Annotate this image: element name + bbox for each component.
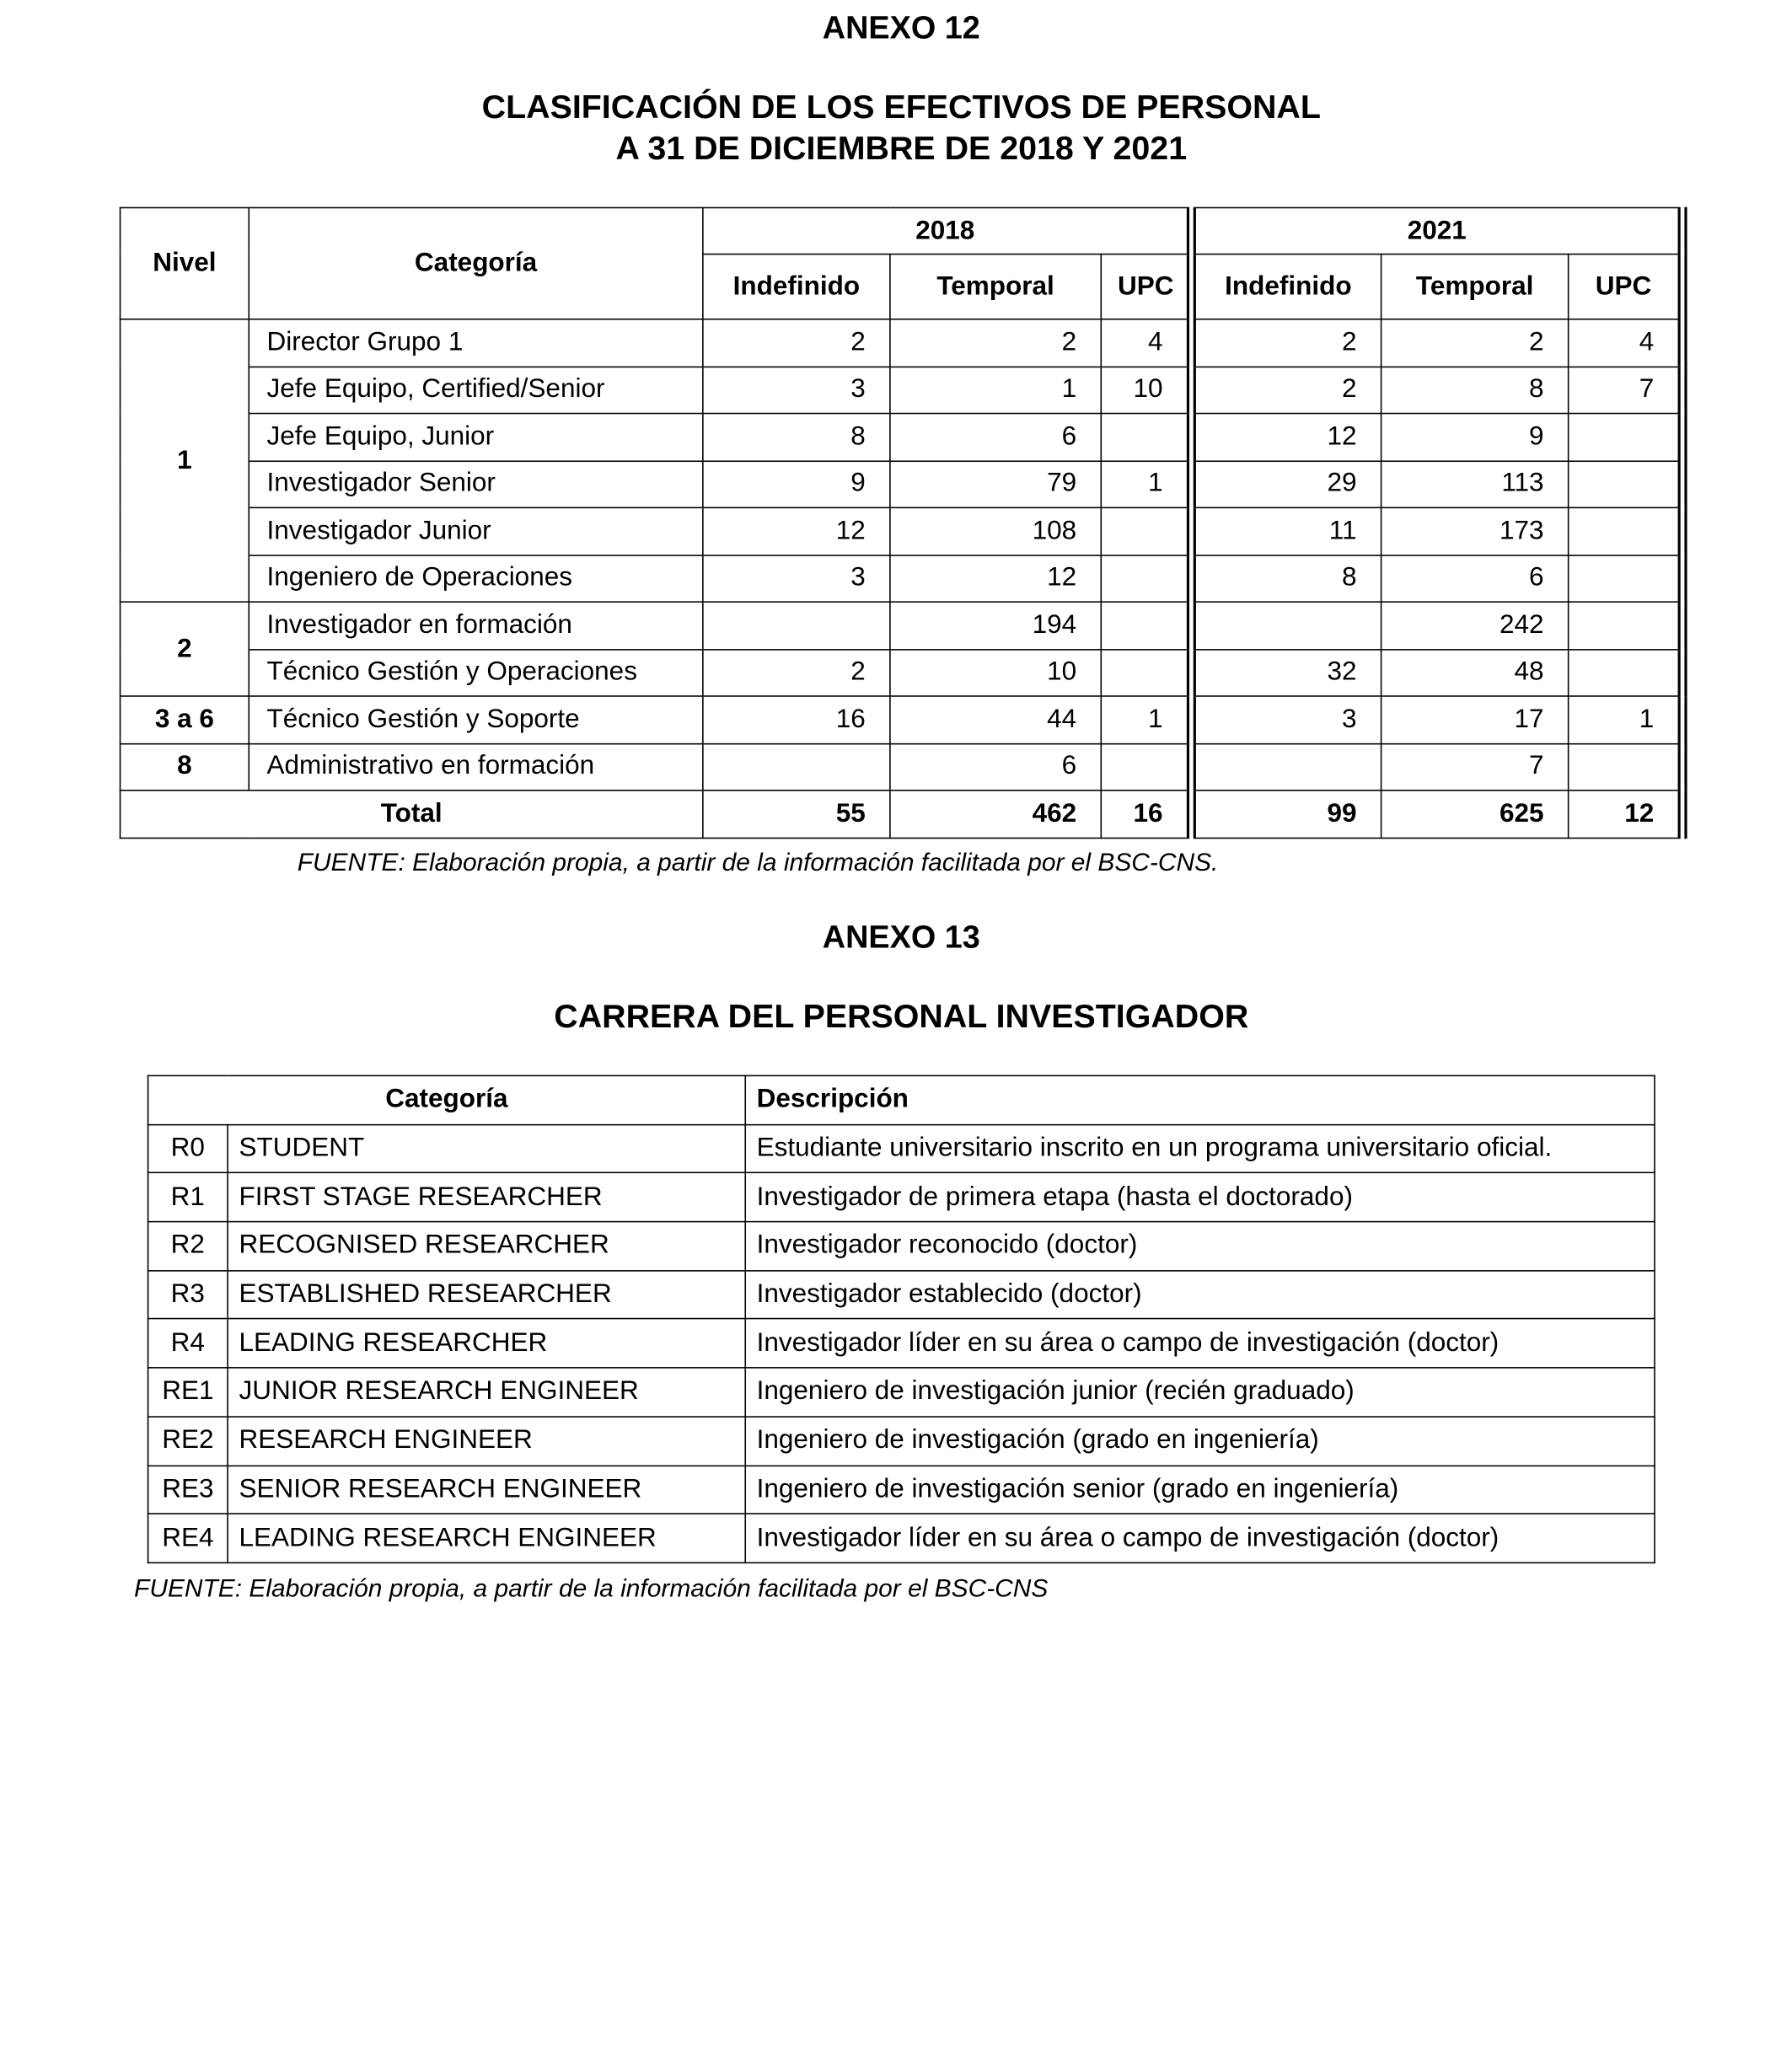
value-cell xyxy=(703,743,890,791)
code-cell: R4 xyxy=(148,1319,228,1368)
description-cell: Investigador de primera etapa (hasta el doctorado) xyxy=(745,1173,1655,1222)
value-cell xyxy=(1101,414,1191,461)
value-cell xyxy=(1569,460,1682,507)
value-cell: 3 xyxy=(703,555,890,602)
value-cell: 7 xyxy=(1569,367,1682,414)
value-cell: 12 xyxy=(1191,414,1381,461)
code-cell: R2 xyxy=(148,1222,228,1271)
table-row xyxy=(121,367,1683,414)
table-row xyxy=(121,460,1683,507)
annex13-source: FUENTE: Elaboración propia, a partir de la información facilitada por el BSC-CNS xyxy=(134,1575,1049,1604)
value-cell: 2 xyxy=(703,649,890,696)
value-cell: 2 xyxy=(703,319,890,367)
value-cell xyxy=(1191,743,1381,791)
header-upc-2018: UPC xyxy=(1101,255,1191,319)
categoria-cell: Jefe Equipo, Certified/Senior xyxy=(249,367,703,414)
value-cell: 242 xyxy=(1382,602,1569,649)
description-cell: Estudiante universitario inscrito en un programa universitario oficial. xyxy=(745,1124,1655,1173)
category-name-cell: STUDENT xyxy=(228,1124,745,1173)
table-row xyxy=(148,1173,1655,1222)
table-row xyxy=(148,1368,1655,1417)
value-cell: 48 xyxy=(1382,649,1569,696)
total-value-cell: 12 xyxy=(1569,791,1682,838)
value-cell xyxy=(1569,555,1682,602)
description-cell: Investigador líder en su área o campo de investigación (doctor) xyxy=(745,1319,1655,1368)
table-row xyxy=(121,507,1683,555)
value-cell: 6 xyxy=(1382,555,1569,602)
category-name-cell: RESEARCH ENGINEER xyxy=(228,1417,745,1466)
value-cell: 11 xyxy=(1191,507,1381,555)
value-cell xyxy=(1569,507,1682,555)
categoria-cell: Investigador Senior xyxy=(249,460,703,507)
annex12-title-line1: CLASIFICACIÓN DE LOS EFECTIVOS DE PERSONAL xyxy=(481,88,1321,126)
value-cell: 1 xyxy=(1101,460,1191,507)
description-cell: Ingeniero de investigación junior (recién graduado) xyxy=(745,1368,1655,1417)
value-cell xyxy=(1569,649,1682,696)
total-value-cell: 462 xyxy=(890,791,1101,838)
value-cell xyxy=(1569,743,1682,791)
table-row xyxy=(121,414,1683,461)
value-cell: 32 xyxy=(1191,649,1381,696)
value-cell: 4 xyxy=(1101,319,1191,367)
value-cell: 4 xyxy=(1569,319,1682,367)
table-row xyxy=(148,1124,1655,1173)
value-cell xyxy=(1101,602,1191,649)
value-cell: 12 xyxy=(703,507,890,555)
categoria-cell: Técnico Gestión y Soporte xyxy=(249,696,703,743)
table-row xyxy=(121,319,1683,367)
value-cell: 16 xyxy=(703,696,890,743)
total-value-cell: 99 xyxy=(1191,791,1381,838)
value-cell: 10 xyxy=(890,649,1101,696)
nivel-cell: 2 xyxy=(121,602,249,696)
description-cell: Ingeniero de investigación (grado en ingeniería) xyxy=(745,1417,1655,1466)
value-cell: 8 xyxy=(1191,555,1381,602)
value-cell: 2 xyxy=(890,319,1101,367)
categoria-cell: Investigador en formación xyxy=(249,602,703,649)
total-label: Total xyxy=(121,791,703,838)
header-descripcion: Descripción xyxy=(745,1075,1655,1124)
value-cell: 79 xyxy=(890,460,1101,507)
description-cell: Investigador líder en su área o campo de investigación (doctor) xyxy=(745,1514,1655,1562)
header-temporal-2021: Temporal xyxy=(1382,255,1569,319)
value-cell: 12 xyxy=(890,555,1101,602)
code-cell: RE3 xyxy=(148,1466,228,1514)
value-cell xyxy=(1101,555,1191,602)
value-cell: 17 xyxy=(1382,696,1569,743)
annex12-title-line2: A 31 DE DICIEMBRE DE 2018 Y 2021 xyxy=(615,130,1188,168)
value-cell xyxy=(1191,602,1381,649)
value-cell: 108 xyxy=(890,507,1101,555)
value-cell: 8 xyxy=(1382,367,1569,414)
value-cell: 2 xyxy=(1191,319,1381,367)
value-cell: 3 xyxy=(703,367,890,414)
table-row xyxy=(148,1270,1655,1319)
table-row xyxy=(121,743,1683,791)
table-row xyxy=(148,1417,1655,1466)
table-row xyxy=(148,1222,1655,1271)
total-value-cell: 16 xyxy=(1101,791,1191,838)
description-cell: Investigador reconocido (doctor) xyxy=(745,1222,1655,1271)
value-cell: 6 xyxy=(890,414,1101,461)
value-cell xyxy=(1569,414,1682,461)
nivel-cell: 8 xyxy=(121,743,249,791)
header-year-2018: 2018 xyxy=(703,207,1192,254)
code-cell: R0 xyxy=(148,1124,228,1173)
total-value-cell: 55 xyxy=(703,791,890,838)
description-cell: Investigador establecido (doctor) xyxy=(745,1270,1655,1319)
value-cell: 2 xyxy=(1382,319,1569,367)
header-temporal-2018: Temporal xyxy=(890,255,1101,319)
staff-classification-table xyxy=(120,207,1687,839)
value-cell xyxy=(1101,649,1191,696)
total-value-cell: 625 xyxy=(1382,791,1569,838)
value-cell: 1 xyxy=(1569,696,1682,743)
value-cell: 10 xyxy=(1101,367,1191,414)
code-cell: R1 xyxy=(148,1173,228,1222)
category-name-cell: LEADING RESEARCHER xyxy=(228,1319,745,1368)
code-cell: RE2 xyxy=(148,1417,228,1466)
value-cell xyxy=(703,602,890,649)
value-cell: 9 xyxy=(1382,414,1569,461)
header-indefinido-2021: Indefinido xyxy=(1191,255,1381,319)
code-cell: R3 xyxy=(148,1270,228,1319)
annex12-source: FUENTE: Elaboración propia, a partir de la información facilitada por el BSC-CNS. xyxy=(297,849,1219,877)
table-row xyxy=(121,555,1683,602)
code-cell: RE1 xyxy=(148,1368,228,1417)
category-name-cell: RECOGNISED RESEARCHER xyxy=(228,1222,745,1271)
value-cell: 173 xyxy=(1382,507,1569,555)
research-career-table xyxy=(148,1075,1655,1563)
category-name-cell: ESTABLISHED RESEARCHER xyxy=(228,1270,745,1319)
header-upc-2021: UPC xyxy=(1569,255,1682,319)
value-cell: 113 xyxy=(1382,460,1569,507)
total-row xyxy=(121,791,1683,838)
table-row xyxy=(121,696,1683,743)
value-cell: 7 xyxy=(1382,743,1569,791)
header-categoria: Categoría xyxy=(148,1075,746,1124)
categoria-cell: Investigador Junior xyxy=(249,507,703,555)
table-row xyxy=(121,602,1683,649)
annex12-heading: ANEXO 12 xyxy=(822,10,980,47)
table-row xyxy=(148,1466,1655,1514)
annex13-heading: ANEXO 13 xyxy=(822,919,980,956)
categoria-cell: Jefe Equipo, Junior xyxy=(249,414,703,461)
value-cell: 44 xyxy=(890,696,1101,743)
value-cell: 194 xyxy=(890,602,1101,649)
value-cell xyxy=(1101,507,1191,555)
value-cell: 1 xyxy=(1101,696,1191,743)
annex13-title: CARRERA DEL PERSONAL INVESTIGADOR xyxy=(554,998,1249,1036)
code-cell: RE4 xyxy=(148,1514,228,1562)
value-cell: 9 xyxy=(703,460,890,507)
category-name-cell: LEADING RESEARCH ENGINEER xyxy=(228,1514,745,1562)
value-cell: 1 xyxy=(890,367,1101,414)
categoria-cell: Técnico Gestión y Operaciones xyxy=(249,649,703,696)
categoria-cell: Director Grupo 1 xyxy=(249,319,703,367)
value-cell: 6 xyxy=(890,743,1101,791)
table-row xyxy=(121,649,1683,696)
value-cell: 2 xyxy=(1191,367,1381,414)
category-name-cell: FIRST STAGE RESEARCHER xyxy=(228,1173,745,1222)
nivel-cell: 3 a 6 xyxy=(121,696,249,743)
header-categoria: Categoría xyxy=(249,207,703,319)
categoria-cell: Administrativo en formación xyxy=(249,743,703,791)
categoria-cell: Ingeniero de Operaciones xyxy=(249,555,703,602)
category-name-cell: JUNIOR RESEARCH ENGINEER xyxy=(228,1368,745,1417)
description-cell: Ingeniero de investigación senior (grado en ingeniería) xyxy=(745,1466,1655,1514)
header-year-2021: 2021 xyxy=(1191,207,1682,254)
header-nivel: Nivel xyxy=(121,207,249,319)
category-name-cell: SENIOR RESEARCH ENGINEER xyxy=(228,1466,745,1514)
table-row xyxy=(148,1514,1655,1562)
value-cell xyxy=(1569,602,1682,649)
table-row xyxy=(148,1319,1655,1368)
value-cell: 3 xyxy=(1191,696,1381,743)
value-cell: 8 xyxy=(703,414,890,461)
nivel-cell: 1 xyxy=(121,319,249,602)
value-cell xyxy=(1101,743,1191,791)
value-cell: 29 xyxy=(1191,460,1381,507)
header-indefinido-2018: Indefinido xyxy=(703,255,890,319)
